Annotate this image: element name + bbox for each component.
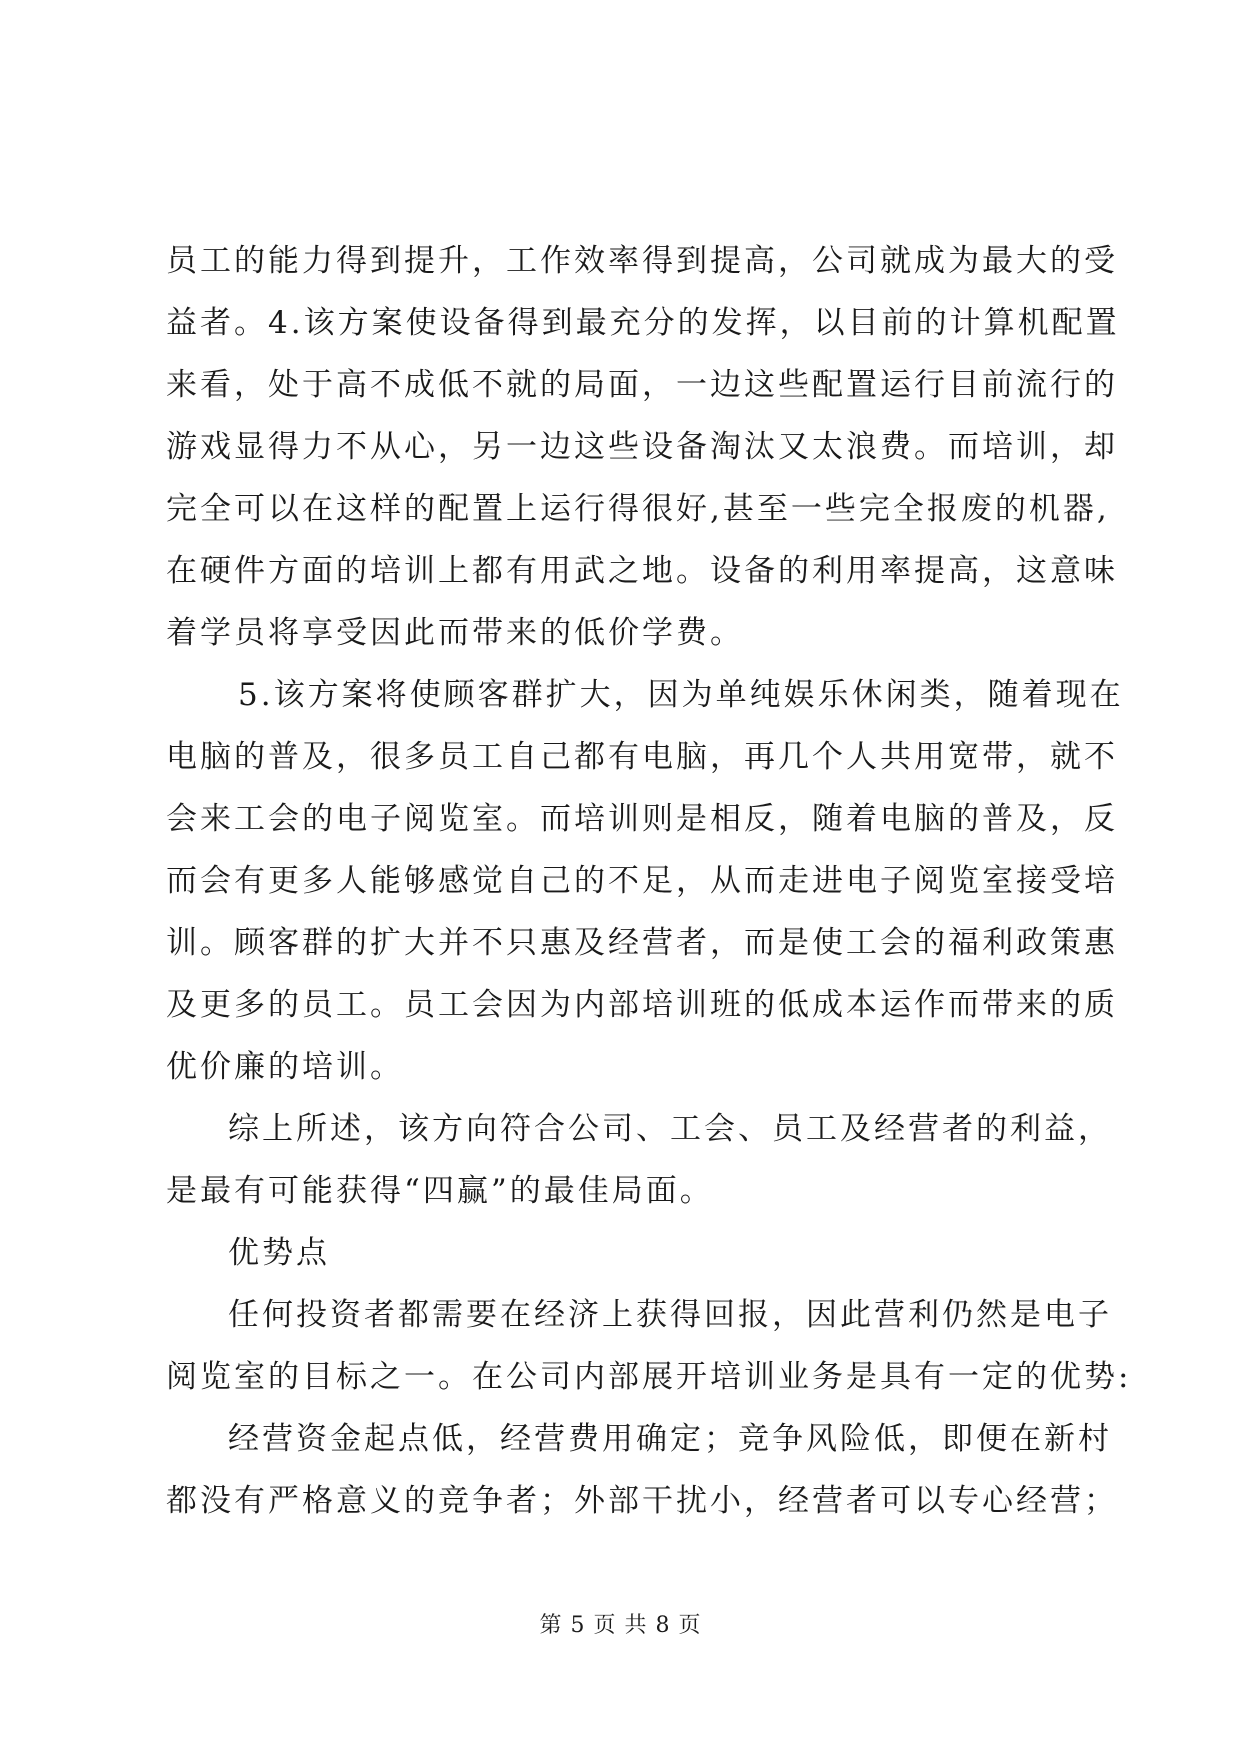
text-line: 及更多的员工。员工会因为内部培训班的低成本运作而带来的质: [166, 987, 1118, 1023]
text-line: 综上所述，该方向符合公司、工会、员工及经营者的利益，: [228, 1111, 1112, 1147]
text-line: 益者。4.该方案使设备得到最充分的发挥，以目前的计算机配置: [166, 305, 1120, 341]
text-line: 而会有更多人能够感觉自己的不足，从而走进电子阅览室接受培: [166, 863, 1118, 899]
text-line: 游戏显得力不从心，另一边这些设备淘汰又太浪费。而培训，却: [166, 429, 1118, 465]
text-line: 会来工会的电子阅览室。而培训则是相反，随着电脑的普及，反: [166, 801, 1118, 837]
body-text: [166, 230, 1132, 1532]
text-line: 任何投资者都需要在经济上获得回报，因此营利仍然是电子: [228, 1297, 1112, 1333]
text-line: 阅览室的目标之一。在公司内部展开培训业务是具有一定的优势:: [166, 1359, 1132, 1395]
text-line: 5.该方案将使顾客群扩大，因为单纯娱乐休闲类，随着现在: [238, 677, 1124, 713]
text-line: 来看，处于高不成低不就的局面，一边这些配置运行目前流行的: [166, 367, 1118, 403]
text-line: 训。顾客群的扩大并不只惠及经营者，而是使工会的福利政策惠: [166, 925, 1118, 961]
text-line: 优价廉的培训。: [166, 1049, 404, 1085]
text-line: 完全可以在这样的配置上运行得很好,甚至一些完全报废的机器,: [166, 491, 1110, 527]
text-line: 优势点: [228, 1235, 330, 1271]
text-line: 电脑的普及，很多员工自己都有电脑，再几个人共用宽带，就不: [166, 739, 1118, 775]
text-line: 在硬件方面的培训上都有用武之地。设备的利用率提高，这意味: [166, 553, 1118, 589]
text-line: 着学员将享受因此而带来的低价学费。: [166, 615, 744, 651]
text-line: 是最有可能获得“四赢”的最佳局面。: [166, 1173, 714, 1209]
page-footer: 第 5 页 共 8 页: [539, 1613, 702, 1638]
text-line: 都没有严格意义的竞争者；外部干扰小，经营者可以专心经营；: [166, 1483, 1118, 1519]
text-line: 员工的能力得到提升，工作效率得到提高，公司就成为最大的受: [166, 243, 1118, 279]
text-line: 经营资金起点低，经营费用确定；竞争风险低，即便在新村: [228, 1421, 1112, 1457]
